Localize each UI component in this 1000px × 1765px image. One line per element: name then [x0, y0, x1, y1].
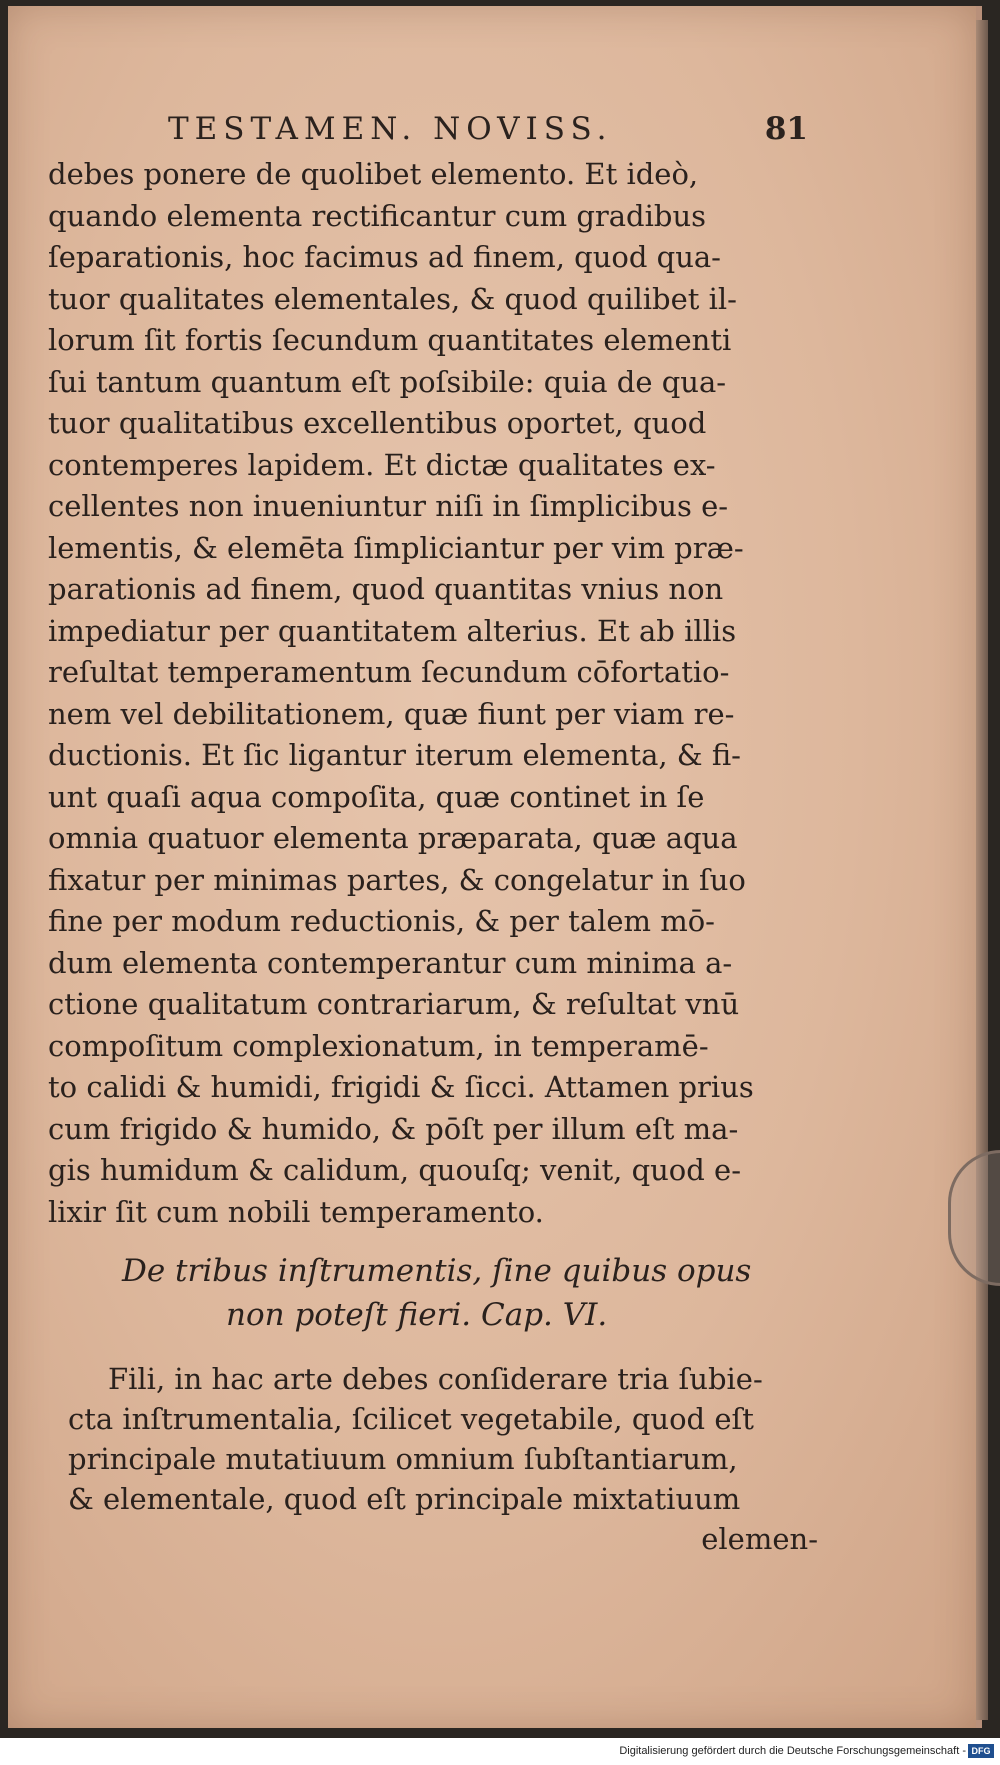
text-line: unt quaſi aqua compoſita, quæ continet in ſe — [48, 779, 705, 814]
text-line: Fili, in hac arte debes conſiderare tria ſubie- — [108, 1362, 763, 1396]
text-line: ſeparationis, hoc facimus ad finem, quod qua- — [48, 240, 721, 274]
text-line: lementis, & elemēta ſimpliciantur per vim præ- — [48, 530, 744, 565]
text-line: ductionis. Et ſic ligantur iterum elementa, & fi- — [48, 738, 741, 772]
text-line: tuor qualitatibus excellentibus oportet, quod — [48, 406, 707, 440]
text-line: impediatur per quantitatem alterius. Et ab illis — [48, 613, 737, 648]
text-line: principale mutatiuum omnium ſubſtantiarum, — [68, 1442, 738, 1476]
digitization-credit: Digitalisierung gefördert durch die Deutsche Forschungsgemeinschaft - — [619, 1745, 966, 1757]
text-line: dum elementa contemperantur cum minima a- — [48, 945, 733, 980]
text-line: omnia quatuor elementa præparata, quæ aqua — [48, 821, 738, 855]
running-head-title: TESTAMEN. NOVISS. — [168, 111, 613, 147]
book-page — [8, 6, 982, 1728]
text-line: ctione qualitatum contrariarum, & reſultat vnū — [48, 987, 740, 1021]
text-line: gis humidum & calidum, quouſq; venit, quod e- — [48, 1153, 742, 1187]
chapter-heading-line: non poteſt fieri. Cap. VI. — [226, 1297, 608, 1333]
text-line: ſui tantum quantum eſt poſsibile: quia de qua- — [48, 364, 727, 399]
text-line: to calidi & humidi, frigidi & ſicci. Attamen prius — [48, 1070, 754, 1104]
text-line: fixatur per minimas partes, & congelatur in ſuo — [48, 862, 746, 897]
chapter-heading — [48, 1249, 818, 1337]
text-line: nem vel debilitationem, quæ fiunt per viam re- — [48, 696, 735, 731]
text-line: tuor qualitates elementales, & quod quilibet il- — [48, 281, 737, 316]
text-line: parationis ad finem, quod quantitas vnius non — [48, 572, 724, 606]
text-line: lorum ſit fortis ſecundum quantitates elementi — [48, 323, 732, 357]
text-line: compoſitum complexionatum, in temperamē- — [48, 1028, 709, 1063]
page-edge — [976, 20, 988, 1720]
text-line: fine per modum reductionis, & per talem mō- — [48, 904, 715, 938]
text-line: quando elementa rectificantur cum gradibus — [48, 198, 707, 233]
page-number: 81 — [764, 111, 808, 147]
catchword: elemen- — [701, 1522, 818, 1556]
dfg-logo: DFG — [968, 1744, 994, 1758]
chapter-heading-line: De tribus inſtrumentis, ſine quibus opus — [122, 1253, 752, 1289]
body-text — [48, 154, 818, 1233]
text-line: contemperes lapidem. Et dictæ qualitates ex- — [48, 447, 716, 482]
text-line: cta inſtrumentalia, ſcilicet vegetabile, quod eſt — [68, 1402, 754, 1436]
text-line: cum frigido & humido, & pōſt per illum eſt ma- — [48, 1111, 739, 1146]
text-line: & elementale, quod eſt principale mixtatiuum — [68, 1482, 741, 1516]
text-line: reſultat temperamentum ſecundum cōfortatio- — [48, 655, 730, 689]
text-line: debes ponere de quolibet elemento. Et ideò, — [48, 157, 699, 191]
text-line: lixir ſit cum nobili temperamento. — [48, 1194, 544, 1229]
text-line: cellentes non inueniuntur niſi in ſimplicibus e- — [48, 489, 729, 523]
running-head — [168, 111, 808, 151]
chapter-text — [68, 1359, 828, 1559]
